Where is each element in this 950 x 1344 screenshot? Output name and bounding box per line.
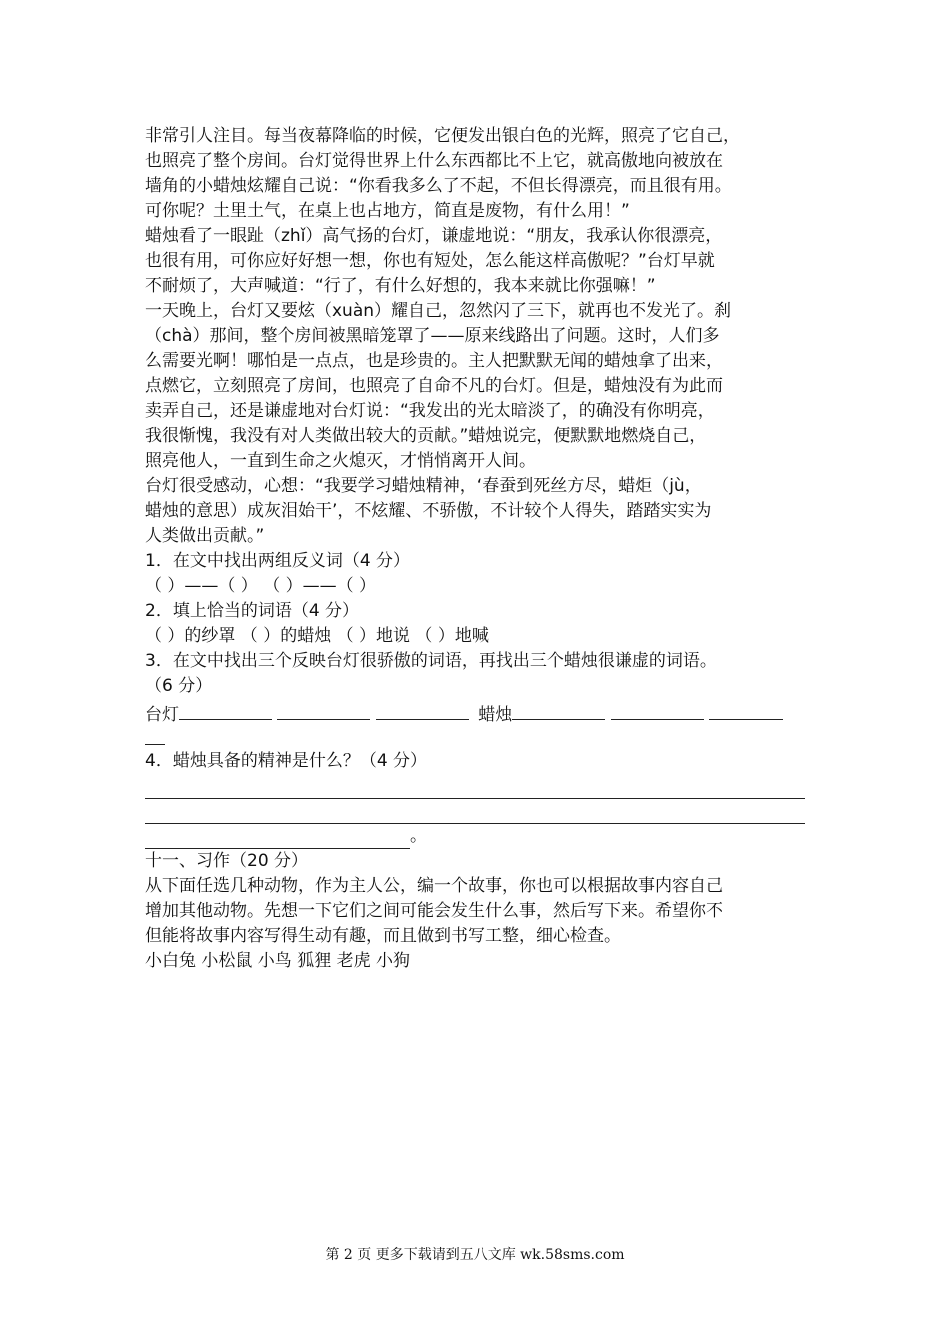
answer-line[interactable] [145, 799, 805, 824]
answer-blank[interactable] [512, 699, 605, 720]
page-footer: 第 2 页 更多下载请到五八文库 wk.58sms.com [325, 1247, 625, 1263]
question-4-title: 4．蜡烛具备的精神是什么？（4 分） [145, 751, 428, 771]
instruction-line: 从下面任选几种动物，作为主人公，编一个故事，你也可以根据故事内容自己 [145, 876, 723, 896]
end-mark: 。 [410, 826, 427, 846]
question-3-answer-overflow [145, 724, 810, 749]
section-heading: 十一、习作（20 分） [145, 851, 309, 871]
candle-label: 蜡烛 [478, 705, 513, 725]
passage-line: 一天晚上，台灯又要炫（xuàn）耀自己，忽然闪了三下，就再也不发光了。刹 [145, 301, 732, 321]
instruction-line: 但能将故事内容写得生动有趣，而且做到书写工整，细心检查。 [145, 926, 621, 946]
passage-line: 蜡烛的意思）成灰泪始干’，不炫耀、不骄傲，不计较个人得失，踏踏实实为 [145, 501, 712, 521]
passage-line: 人类做出贡献。” [145, 526, 265, 546]
passage-line: （chà）那间，整个房间被黑暗笼罩了——原来线路出了问题。这时，人们多 [145, 326, 720, 346]
worksheet-content [145, 124, 810, 974]
question-2-answer-blanks[interactable]: （ ）的纱罩 （ ）的蜡烛 （ ）地说 （ ）地喊 [145, 626, 489, 646]
passage-line: 照亮他人，一直到生命之火熄灭，才悄悄离开人间。 [145, 451, 536, 471]
question-3 [145, 649, 810, 749]
instruction-line: 增加其他动物。先想一下它们之间可能会发生什么事，然后写下来。希望你不 [145, 901, 723, 921]
question-1-answer-blanks[interactable]: （ ）——（ ） （ ）——（ ） [145, 576, 377, 596]
answer-line[interactable] [145, 774, 805, 799]
question-1 [145, 549, 810, 599]
composition-section [145, 849, 810, 974]
passage-line: 墙角的小蜡烛炫耀自己说：“你看我多么了不起，不但长得漂亮，而且很有用。 [145, 176, 732, 196]
question-3-answer-row [145, 699, 810, 724]
passage-line: 我很惭愧，我没有对人类做出较大的贡献。”蜡烛说完，便默默地燃烧自己， [145, 426, 707, 446]
answer-blank[interactable] [179, 699, 272, 720]
passage-line: 也很有用，可你应好好想一想，你也有短处，怎么能这样高傲呢？”台灯早就 [145, 251, 715, 271]
question-3-title: 3．在文中找出三个反映台灯很骄傲的词语，再找出三个蜡烛很谦虚的词语。 [145, 651, 717, 671]
question-3-points: （6 分） [145, 676, 213, 696]
passage-line: 可你呢？土里土气，在桌上也占地方，简直是废物，有什么用！” [145, 201, 630, 221]
answer-blank[interactable] [145, 724, 165, 745]
passage-line: 台灯很受感动，心想：“我要学习蜡烛精神，‘春蚕到死丝方尽，蜡炬（jù， [145, 476, 702, 496]
answer-blank[interactable] [376, 699, 469, 720]
animal-list: 小白兔 小松鼠 小鸟 狐狸 老虎 小狗 [145, 951, 411, 971]
passage-line: 不耐烦了，大声喊道：“行了，有什么好想的，我本来就比你强嘛！” [145, 276, 656, 296]
passage-line: 点燃它，立刻照亮了房间，也照亮了自命不凡的台灯。但是，蜡烛没有为此而 [145, 376, 723, 396]
reading-passage [145, 124, 810, 549]
passage-line: 蜡烛看了一眼趾（zhǐ）高气扬的台灯，谦虚地说：“朋友，我承认你很漂亮， [145, 226, 723, 246]
answer-blank[interactable] [611, 699, 704, 720]
answer-line[interactable] [145, 824, 410, 849]
question-2 [145, 599, 810, 649]
passage-line: 非常引人注目。每当夜幕降临的时候，它便发出银白色的光辉，照亮了它自己， [145, 126, 740, 146]
answer-blank[interactable] [709, 699, 783, 720]
question-1-title: 1．在文中找出两组反义词（4 分） [145, 551, 411, 571]
question-4 [145, 749, 810, 849]
question-2-title: 2．填上恰当的词语（4 分） [145, 601, 360, 621]
passage-line: 也照亮了整个房间。台灯觉得世界上什么东西都比不上它，就高傲地向被放在 [145, 151, 723, 171]
passage-line: 卖弄自己，还是谦虚地对台灯说：“我发出的光太暗淡了，的确没有你明亮， [145, 401, 715, 421]
answer-blank[interactable] [277, 699, 370, 720]
answer-line-final [145, 824, 810, 849]
passage-line: 么需要光啊！哪怕是一点点，也是珍贵的。主人把默默无闻的蜡烛拿了出来， [145, 351, 723, 371]
lamp-label: 台灯 [145, 705, 179, 725]
